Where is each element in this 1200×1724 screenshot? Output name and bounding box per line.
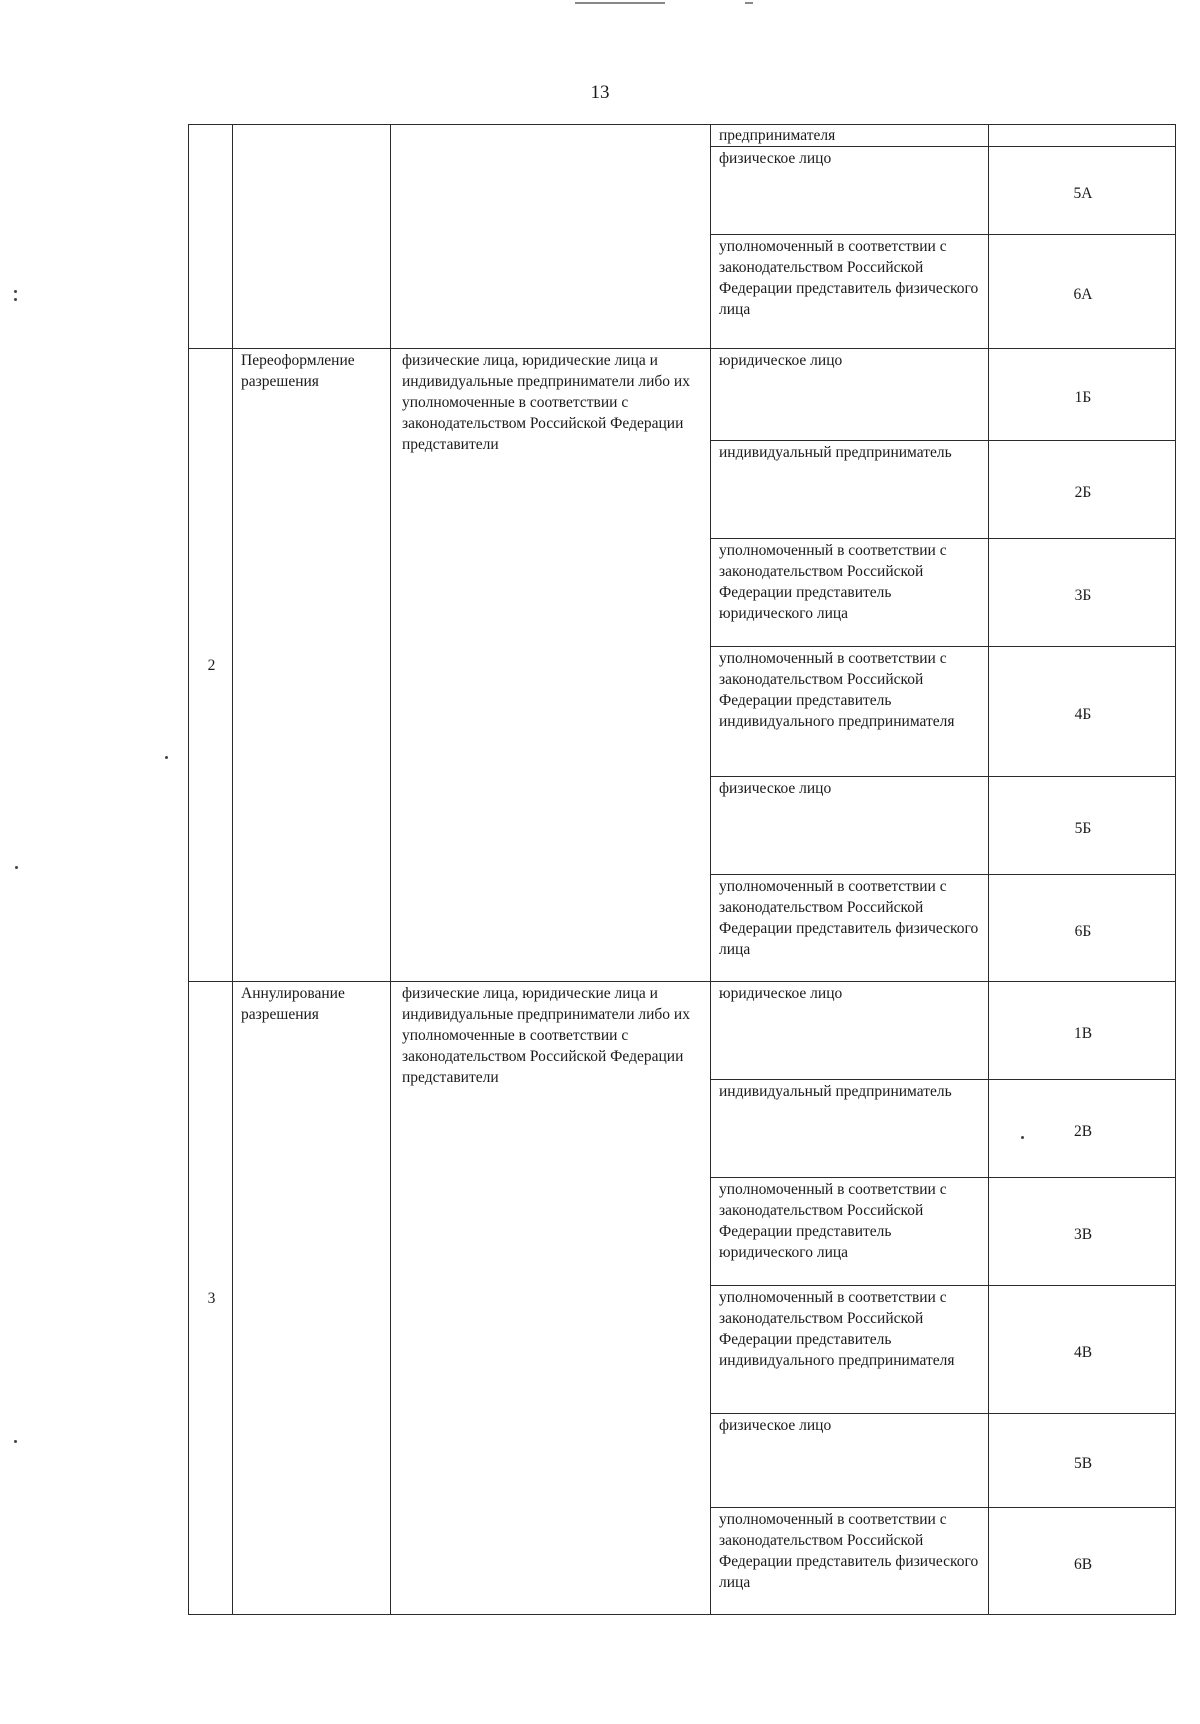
applicant-code: 1В xyxy=(989,982,1176,1080)
applicant-code xyxy=(989,125,1176,147)
page-number: 13 xyxy=(590,82,610,103)
applicant-code: 6А xyxy=(989,235,1176,349)
applicant-type: уполномоченный в соответствии с законодательством Российской Федерации представитель физического лица xyxy=(711,235,989,349)
applicant-code: 5А xyxy=(989,147,1176,235)
applicant-type: предпринимателя xyxy=(711,125,989,147)
applicant-code: 4В xyxy=(989,1286,1176,1414)
applicant-code: 6Б xyxy=(989,875,1176,982)
applicant-code: 2Б xyxy=(989,441,1176,539)
applicant-code: 1Б xyxy=(989,349,1176,441)
applicant-code: 4Б xyxy=(989,647,1176,777)
applicants-description: физические лица, юридические лица и индивидуальные предприниматели либо их уполномоченные в соответствии с законодательством Российской Федерации представители xyxy=(391,349,711,982)
applicant-type: уполномоченный в соответствии с законодательством Российской Федерации представитель индивидуального предпринимателя xyxy=(711,1286,989,1414)
scan-speck xyxy=(165,756,168,759)
applicant-type: уполномоченный в соответствии с законодательством Российской Федерации представитель индивидуального предпринимателя xyxy=(711,647,989,777)
applicant-type: уполномоченный в соответствии с законодательством Российской Федерации представитель физического лица xyxy=(711,875,989,982)
applicant-code: 3В xyxy=(989,1178,1176,1286)
table-row xyxy=(189,349,1176,441)
scan-speck xyxy=(14,290,17,293)
procedure-name: Переоформление разрешения xyxy=(233,349,391,982)
applicant-type: физическое лицо xyxy=(711,147,989,235)
scan-speck xyxy=(15,866,18,869)
section-number: 2 xyxy=(189,349,233,982)
table-row xyxy=(189,982,1176,1080)
procedure-name xyxy=(233,125,391,349)
section-number xyxy=(189,125,233,349)
procedure-name: Аннулирование разрешения xyxy=(233,982,391,1615)
scan-speck xyxy=(14,298,17,301)
table-row xyxy=(189,125,1176,147)
applicant-type: юридическое лицо xyxy=(711,349,989,441)
applicant-type: индивидуальный предприниматель xyxy=(711,441,989,539)
applicant-type: юридическое лицо xyxy=(711,982,989,1080)
applicant-type: физическое лицо xyxy=(711,1414,989,1508)
scan-speck xyxy=(14,1440,17,1443)
applicant-type: физическое лицо xyxy=(711,777,989,875)
applicant-type: уполномоченный в соответствии с законодательством Российской Федерации представитель юридического лица xyxy=(711,1178,989,1286)
applicants-description xyxy=(391,125,711,349)
applicant-code: 5Б xyxy=(989,777,1176,875)
applicant-code: 6В xyxy=(989,1508,1176,1615)
applicants-description: физические лица, юридические лица и индивидуальные предприниматели либо их уполномоченные в соответствии с законодательством Российской Федерации представители xyxy=(391,982,711,1615)
applicant-type: уполномоченный в соответствии с законодательством Российской Федерации представитель физического лица xyxy=(711,1508,989,1615)
section-number: 3 xyxy=(189,982,233,1615)
scan-speck xyxy=(1021,1136,1024,1139)
top-scan-rule xyxy=(575,2,665,4)
applicant-code: 3Б xyxy=(989,539,1176,647)
top-scan-rule-small xyxy=(745,2,753,4)
applicant-table xyxy=(188,124,1176,1615)
applicant-code: 5В xyxy=(989,1414,1176,1508)
applicant-code: 2В xyxy=(989,1080,1176,1178)
applicant-type: индивидуальный предприниматель xyxy=(711,1080,989,1178)
applicant-type: уполномоченный в соответствии с законодательством Российской Федерации представитель юридического лица xyxy=(711,539,989,647)
